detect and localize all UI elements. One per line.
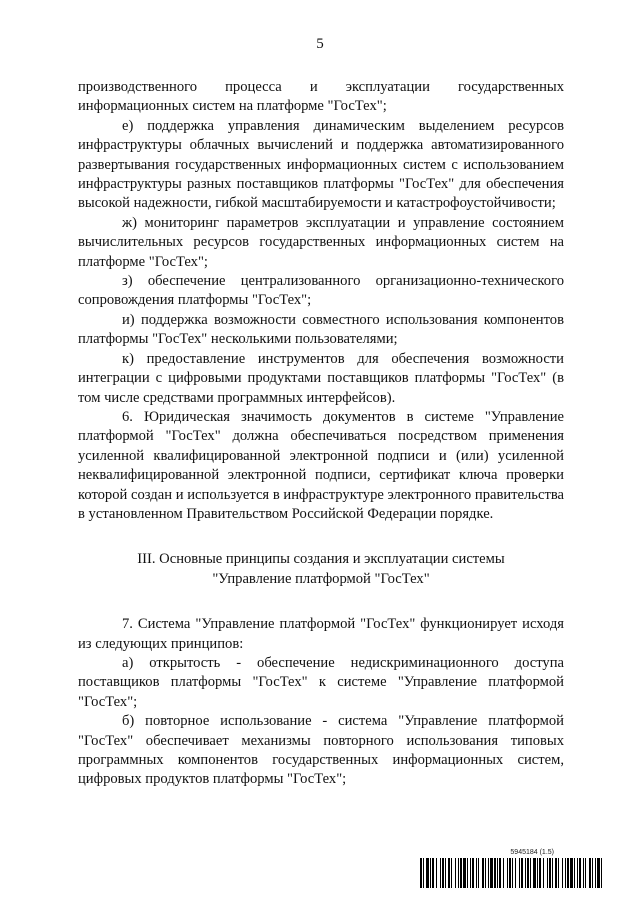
- barcode-icon: [420, 858, 602, 888]
- paragraph-item-i: и) поддержка возможности совместного использования компонентов платформы "ГосТех" несколькими пользователями;: [78, 311, 564, 348]
- section-heading-line-2: "Управление платформой "ГосТех": [212, 570, 430, 587]
- paragraph-item-a: а) открытость - обеспечение недискриминационного доступа поставщиков платформы "ГосТех" к системе "Управление платформой "ГосТех";: [78, 654, 564, 710]
- document-body: [78, 78, 564, 790]
- paragraph-6: 6. Юридическая значимость документов в системе "Управление платформой "ГосТех" должна обеспечиваться посредством применения усиленной квалифицированной электронной подписи и (или) усиленной неквалифицированной электронной подписи, сертификат ключа проверки которой создан и используется в инфраструктуре электронного правительства в установленном Правительством Российской Федерации порядке.: [78, 408, 564, 522]
- section-heading: [78, 550, 564, 589]
- paragraph-item-e: е) поддержка управления динамическим выделением ресурсов инфраструктуры облачных вычислений и поддержка автоматизированного развертывания государственных информационных систем с использованием инфраструктуры разных поставщиков платформы "ГосТех" для обеспечения высокой надежности, гибкой масштабируемости и катастрофоустойчивости;: [78, 117, 564, 212]
- paragraph-item-z: з) обеспечение централизованного организационно-технического сопровождения платформы "ГосТех";: [78, 273, 564, 309]
- paragraph-7: 7. Система "Управление платформой "ГосТех" функционирует исходя из следующих принципов:: [78, 616, 564, 652]
- paragraph-item-k: к) предоставление инструментов для обеспечения возможности интеграции с цифровыми продуктами поставщиков платформы "ГосТех" (в том числе средствами программных интерфейсов).: [78, 350, 564, 406]
- paragraph-item-zh: ж) мониторинг параметров эксплуатации и управление состоянием вычислительных ресурсов государственных информационных систем на платформе "ГосТех";: [78, 214, 564, 270]
- barcode-number: 5945184 (1.5): [510, 849, 554, 856]
- barcode-block: [420, 849, 602, 889]
- page-number: 5: [316, 36, 324, 52]
- section-heading-line-1: III. Основные принципы создания и эксплуатации системы: [137, 551, 505, 568]
- paragraph-1: производственного процесса и эксплуатации государственных информационных систем на платформе "ГосТех";: [78, 79, 564, 115]
- paragraph-item-b: б) повторное использование - система "Управление платформой "ГосТех" обеспечивает механизмы повторного использования типовых программных компонентов государственных информационных систем, цифровых продуктов платформы "ГосТех";: [78, 713, 564, 788]
